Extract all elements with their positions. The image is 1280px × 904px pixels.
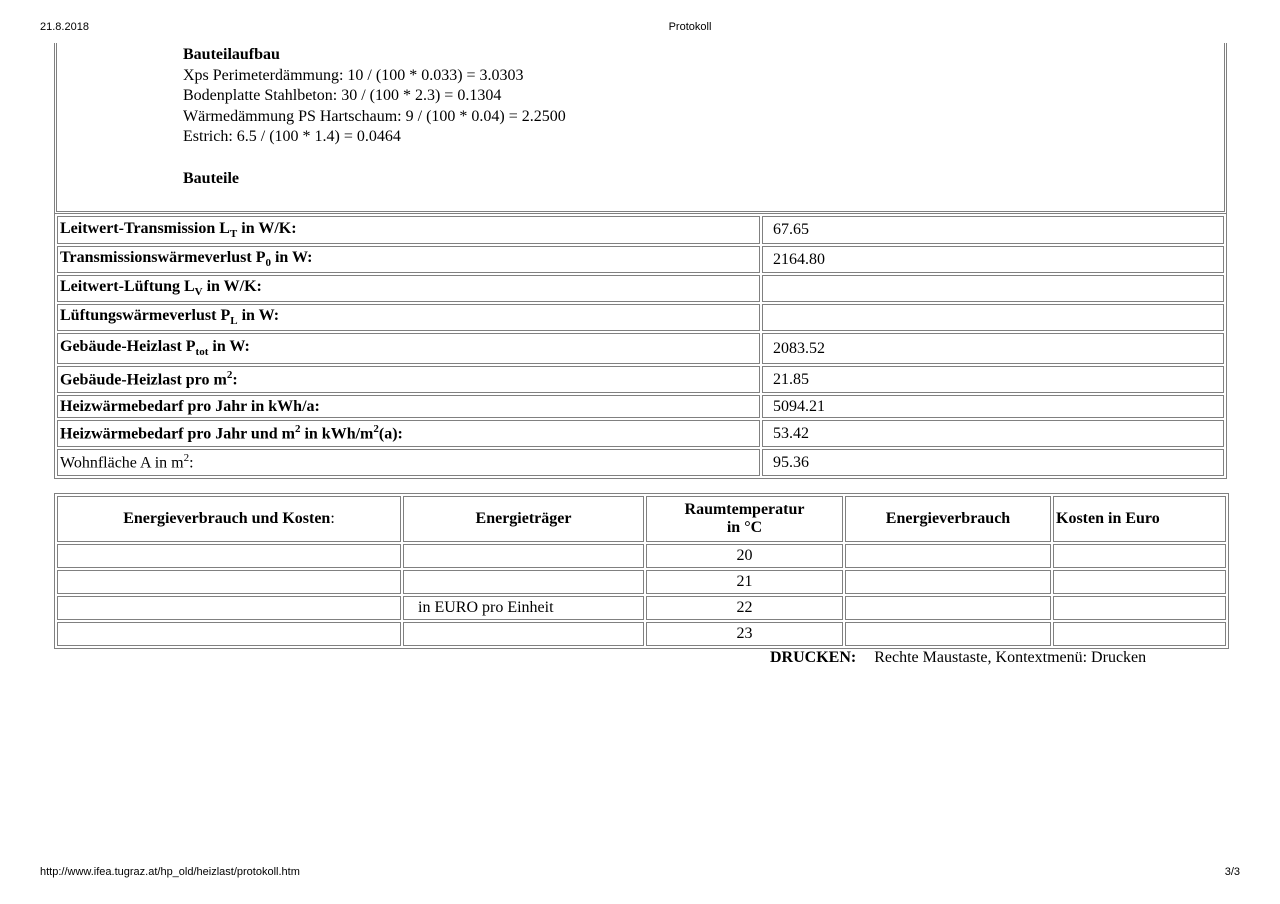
print-hint: [770, 649, 1146, 667]
energy-cell: [57, 570, 401, 594]
consumption-cell: [845, 596, 1051, 620]
energy-row: [57, 544, 1226, 568]
result-value: [762, 304, 1224, 331]
layer-line: Wärmedämmung PS Hartschaum: 9 / (100 * 0.04) = 2.2500: [183, 107, 566, 125]
result-value: 5094.21: [762, 395, 1224, 418]
result-label: Wohnfläche A in $m^2$:: [57, 449, 760, 476]
header-consumption-costs: Energieverbrauch und Kosten:: [57, 496, 401, 542]
print-date: 21.8.2018: [40, 21, 89, 33]
result-row-ptot: [57, 333, 1224, 364]
temp-cell: 21: [646, 570, 843, 594]
energy-table-wrap: [54, 493, 1227, 649]
print-title: Protokoll: [668, 21, 712, 33]
carrier-cell: in EURO pro Einheit: [403, 596, 644, 620]
components-heading: Bauteile: [183, 169, 239, 187]
result-value: [762, 275, 1224, 302]
result-row-lv: [57, 275, 1224, 302]
consumption-cell: [845, 622, 1051, 646]
cost-cell: [1053, 596, 1226, 620]
cost-cell: [1053, 544, 1226, 568]
energy-table: [54, 493, 1229, 649]
temp-cell: 22: [646, 596, 843, 620]
result-value: 21.85: [762, 366, 1224, 393]
consumption-cell: [845, 544, 1051, 568]
result-value: 2083.52: [762, 333, 1224, 364]
result-label: Leitwert-Transmission $L_T$ in W/K:: [57, 216, 760, 244]
result-row-annual: [57, 395, 1224, 418]
print-url: http://www.ifea.tugraz.at/hp_old/heizlast/protokoll.htm: [40, 866, 300, 878]
energy-cell: [57, 596, 401, 620]
energy-row: [57, 596, 1226, 620]
result-label: Lüftungswärmeverlust $P_L$ in W:: [57, 304, 760, 331]
energy-header-row: [57, 496, 1226, 542]
cost-cell: [1053, 622, 1226, 646]
energy-cell: [57, 622, 401, 646]
result-row-pl: [57, 304, 1224, 331]
temp-cell: 23: [646, 622, 843, 646]
result-value: 67.65: [762, 216, 1224, 244]
result-value: 53.42: [762, 420, 1224, 447]
layer-line: Estrich: 6.5 / (100 * 1.4) = 0.0464: [183, 128, 401, 145]
result-row-per-m2: [57, 366, 1224, 393]
result-row-area: [57, 449, 1224, 476]
result-row-p0: [57, 246, 1224, 273]
print-label: DRUCKEN:: [770, 649, 857, 666]
energy-row: [57, 570, 1226, 594]
header-carrier: Energieträger: [403, 496, 644, 542]
print-instruction: Rechte Maustaste, Kontextmenü: Drucken: [874, 649, 1147, 666]
results-table-wrap: [54, 213, 1227, 479]
result-label: Gebäude-Heizlast $P_{tot}$ in W:: [57, 333, 760, 364]
consumption-cell: [845, 570, 1051, 594]
composition-block: [183, 45, 566, 189]
header-costs: Kosten in Euro: [1053, 496, 1226, 542]
header-consumption: Energieverbrauch: [845, 496, 1051, 542]
result-value: 2164.80: [762, 246, 1224, 273]
page-number: 3/3: [1224, 866, 1240, 878]
result-label: Heizwärmebedarf pro Jahr in kWh/a:: [57, 395, 760, 418]
result-label: Heizwärmebedarf pro Jahr und $m^2$ in kWh/$m^2(a)$:: [57, 420, 760, 447]
carrier-cell: [403, 570, 644, 594]
result-row-annual-m2: [57, 420, 1224, 447]
layer-line: Xps Perimeterdämmung: 10 / (100 * 0.033) = 3.0303: [183, 66, 524, 84]
energy-cell: [57, 544, 401, 568]
results-table: [54, 213, 1227, 479]
carrier-cell: [403, 544, 644, 568]
composition-heading: Bauteilaufbau: [183, 46, 280, 63]
energy-row: [57, 622, 1226, 646]
temp-cell: 20: [646, 544, 843, 568]
result-label: Transmissionswärmeverlust $P_0$ in W:: [57, 246, 760, 273]
construction-box-inner: [56, 43, 1225, 212]
carrier-cell: [403, 622, 644, 646]
result-label: Leitwert-Lüftung $L_V$ in W/K:: [57, 275, 760, 302]
cost-cell: [1053, 570, 1226, 594]
result-label: Gebäude-Heizlast pro $m^2$:: [57, 366, 760, 393]
result-row-lt: [57, 216, 1224, 244]
construction-box: [54, 43, 1227, 214]
layer-line: Bodenplatte Stahlbeton: 30 / (100 * 2.3) = 0.1304: [183, 87, 502, 104]
header-room-temp: Raumtemperatur in °C: [646, 496, 843, 542]
result-value: 95.36: [762, 449, 1224, 476]
